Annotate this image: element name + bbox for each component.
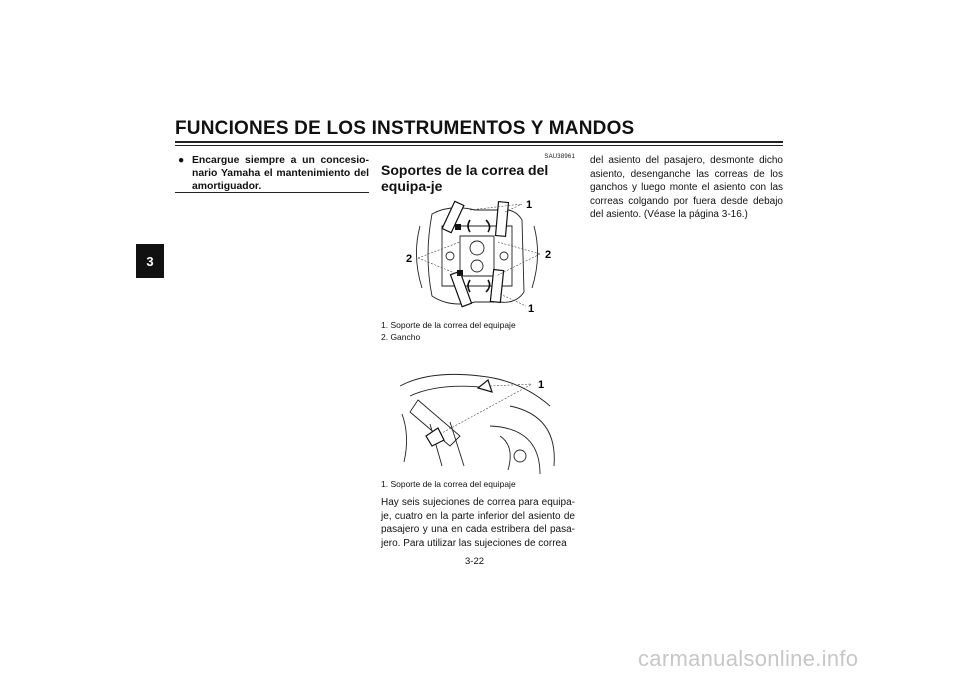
callout-label: 2 — [545, 249, 552, 261]
column-left-rule — [175, 192, 369, 193]
bullet-text: Encargue siempre a un concesio-nario Yamaha el mantenimiento del amortiguador. — [192, 155, 369, 192]
chapter-tab: 3 — [136, 244, 164, 278]
figure-seat-underside — [400, 196, 560, 314]
figure2-captions — [381, 478, 516, 490]
callout-label: 2 — [406, 253, 413, 265]
callout-label: 1 — [538, 379, 545, 391]
bullet-icon: ● — [178, 155, 185, 166]
callout-label: 1 — [526, 199, 533, 211]
section-code: SAU38961 — [544, 154, 575, 160]
body-paragraph: Hay seis sujeciones de correa para equipa-je, cuatro en la parte inferior del asiento de pasajero y una en cada estribera del pasa-jero. Para utilizar las sujeciones de correa — [381, 497, 575, 549]
header-rule — [175, 141, 783, 143]
column-left — [175, 154, 369, 193]
section-title: Soportes de la correa del equipa-je — [381, 162, 549, 194]
page-number: 3-22 — [465, 556, 485, 567]
caption-line: 2. Gancho — [381, 332, 421, 342]
body-paragraph-continued: del asiento del pasajero, desmonte dicho asiento, desenganche las correas de los ganchos y luego monte el asiento con las correas colgando por fuera desde debajo del asiento. (Véase la página 3-16.) — [590, 155, 783, 220]
bullet-item — [175, 154, 369, 193]
figure1-captions — [381, 319, 516, 343]
header-rule-thin — [175, 145, 783, 146]
page-title: FUNCIONES DE LOS INSTRUMENTOS Y MANDOS — [175, 118, 635, 139]
figure-footrest — [390, 366, 560, 476]
watermark-link[interactable]: carmanualsonline.info — [638, 646, 859, 671]
caption-line: 1. Soporte de la correa del equipaje — [381, 320, 516, 330]
caption-line: 1. Soporte de la correa del equipaje — [381, 479, 516, 489]
callout-label: 1 — [528, 303, 535, 314]
